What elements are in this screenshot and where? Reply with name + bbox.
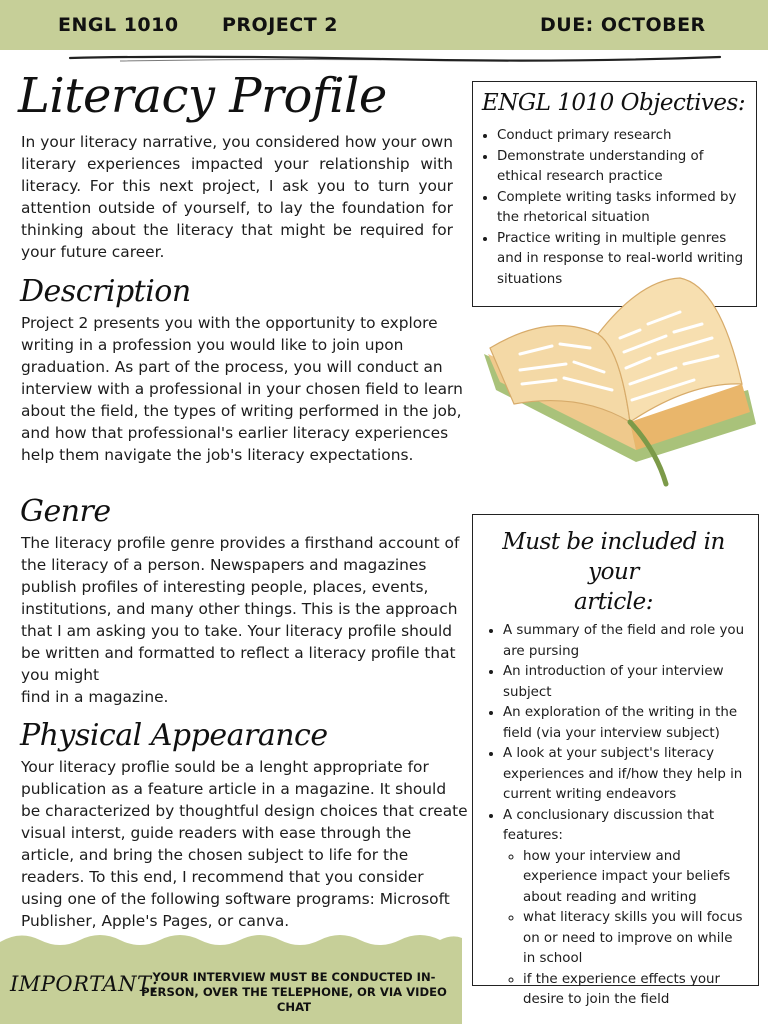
description-heading: Description [20, 274, 191, 309]
intro-paragraph: In your literacy narrative, you considered how your own literary experiences impacted your relationship with literacy. For this next project, I ask you to turn your attention outside of yourself, to lay the foundation for thinking about the literacy that might be required for your future career. [21, 133, 453, 261]
genre-text-end: find in a magazine. [21, 688, 169, 706]
course-code: ENGL 1010 [58, 14, 179, 36]
book-illustration [480, 272, 760, 492]
requirements-box [472, 514, 759, 1007]
important-label: IMPORTANT: [10, 972, 159, 996]
requirements-heading [479, 527, 748, 617]
project-number: PROJECT 2 [222, 14, 338, 36]
requirement-item: • An exploration of the writing in the field (via your interview subject) [503, 703, 748, 744]
requirement-item [503, 806, 748, 1011]
objective-item: • Complete writing tasks informed by the rhetorical situation [497, 188, 746, 229]
page-title: Literacy Profile [18, 68, 387, 124]
objective-item: • Practice writing in multiple genres and in response to real-world writing situations [497, 229, 746, 291]
requirement-subitem: ◦ what literacy skills you will focus on or need to improve on while in school [523, 908, 748, 970]
requirement-item: • A look at your subject's literacy experiences and if/how they help in current writing endeavors [503, 744, 748, 806]
genre-heading: Genre [20, 494, 111, 529]
due-date: DUE: OCTOBER [540, 14, 706, 36]
brush-stroke-divider [0, 50, 768, 66]
requirement-item-text: A conclusionary discussion that features: [503, 807, 715, 843]
header-bar [0, 0, 768, 50]
requirement-item: • An introduction of your interview subject [503, 662, 748, 703]
objective-item: • Demonstrate understanding of ethical research practice [497, 147, 746, 188]
requirement-subitem: ◦ how your interview and experience impact your beliefs about reading and writing [523, 847, 748, 909]
genre-paragraph [21, 532, 467, 708]
objectives-list [473, 126, 746, 290]
important-notice: YOUR INTERVIEW MUST BE CONDUCTED IN-PERSON, OVER THE TELEPHONE, OR VIA VIDEO CHAT [141, 970, 447, 1014]
objectives-heading: ENGL 1010 Objectives: [481, 90, 746, 116]
requirement-sublist [503, 847, 748, 1011]
physical-appearance-heading: Physical Appearance [20, 718, 328, 753]
requirements-heading-line2: article: [574, 589, 653, 615]
objective-item: • Conduct primary research [497, 126, 746, 147]
requirement-item: • A summary of the field and role you are pursing [503, 621, 748, 662]
physical-appearance-paragraph: Your literacy proflie sould be a lenght appropriate for publication as a feature article in a magazine. It should be characterized by thoughtful design choices that create visual interst, guide readers with ease through the article, and bring the chosen subject to life for the readers. To this end, I recommend that you consider using one of the following software programs: Microsoft Publisher, Apple's Pages, or canva. [21, 758, 468, 930]
requirements-heading-line1: Must be included in your [502, 529, 725, 585]
requirement-subitem: ◦ if the experience effects your desire to join the field [523, 970, 748, 1011]
genre-text: The literacy profile genre provides a firsthand account of the literacy of a person. Newspapers and magazines publish profiles of interesting people, places, events, institutions, and many other things. This is the approach that I am asking you to take. Your literacy profile should be written and formatted to reflect a literacy profile that you might [21, 534, 460, 684]
requirements-list [479, 621, 748, 1011]
description-paragraph: Project 2 presents you with the opportunity to explore writing in a profession you would like to join upon graduation. As part of the process, you will conduct an interview with a professional in your chosen field to learn about the field, the types of writing performed in the job, and how that professional's earlier literacy experiences help them navigate the job's literacy expectations. [21, 314, 463, 464]
